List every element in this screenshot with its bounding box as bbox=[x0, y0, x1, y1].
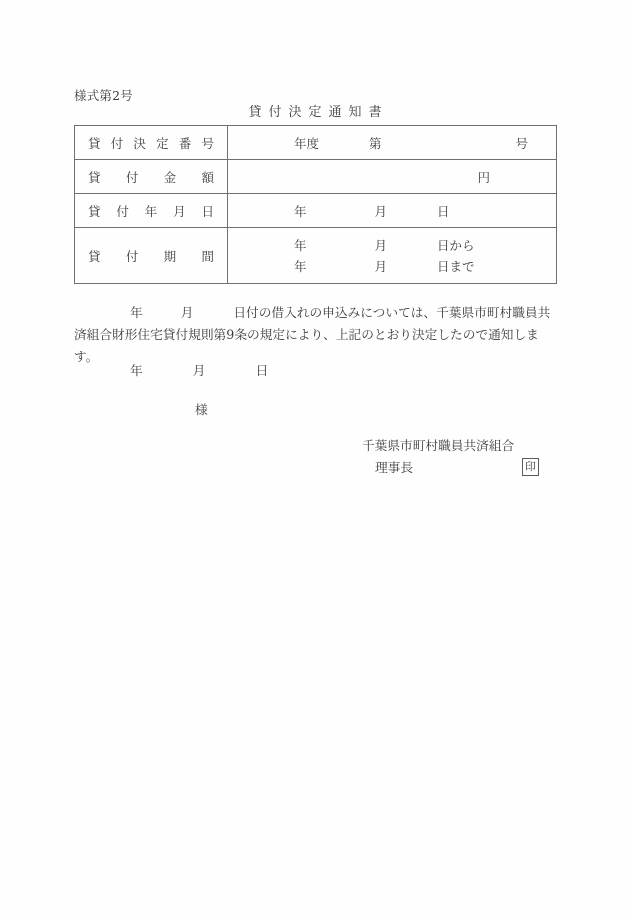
document-title: 貸付決定通知書 bbox=[248, 105, 389, 120]
table-row-loan-number bbox=[75, 126, 557, 160]
label-char: 定 bbox=[156, 135, 169, 151]
issue-date-line bbox=[130, 360, 268, 379]
period-from-month: 月 bbox=[374, 237, 387, 253]
table-row-loan-date bbox=[75, 194, 557, 228]
signature-block bbox=[362, 435, 536, 479]
label-char: 番 bbox=[178, 135, 192, 151]
value-day-marker: 日 bbox=[436, 203, 450, 219]
body-line-1: 日付の借入れの申込みについては、千葉県市町村職員共済組合財 bbox=[74, 305, 551, 342]
notice-body-paragraph bbox=[74, 302, 558, 368]
label-char: 付 bbox=[125, 248, 139, 264]
value-cell-loan-date[interactable] bbox=[228, 194, 557, 228]
value-number-suffix: 号 bbox=[515, 135, 528, 151]
currency-unit-yen: 円 bbox=[477, 169, 490, 185]
label-char: 付 bbox=[116, 203, 129, 219]
label-char: 日 bbox=[201, 203, 214, 219]
period-to-year: 年 bbox=[294, 258, 307, 274]
seal-stamp-icon: 印 bbox=[522, 458, 539, 476]
label-char: 貸 bbox=[88, 169, 101, 185]
body-date-year: 年 bbox=[130, 305, 143, 320]
form-number-label: 様式第2号 bbox=[74, 88, 133, 103]
value-cell-loan-period[interactable] bbox=[228, 228, 557, 284]
signature-organization: 千葉県市町村職員共済組合 bbox=[362, 438, 515, 453]
label-char: 間 bbox=[201, 248, 214, 264]
value-number-prefix: 第 bbox=[368, 135, 382, 151]
period-from-line bbox=[228, 235, 556, 256]
loan-decision-table bbox=[74, 125, 557, 284]
label-char: 貸 bbox=[88, 248, 101, 264]
label-char: 期 bbox=[163, 248, 177, 264]
issue-date-month: 月 bbox=[192, 363, 206, 378]
label-char: 額 bbox=[201, 169, 214, 185]
label-cell-loan-period bbox=[75, 228, 228, 284]
value-year-marker: 年 bbox=[294, 203, 307, 219]
period-to-month: 月 bbox=[374, 258, 387, 274]
label-char: 号 bbox=[201, 135, 214, 151]
label-char: 決 bbox=[133, 135, 146, 151]
period-from-year: 年 bbox=[294, 237, 307, 253]
label-char: 付 bbox=[125, 169, 139, 185]
table-row-loan-amount bbox=[75, 160, 557, 194]
period-to-line bbox=[228, 256, 556, 277]
label-cell-loan-amount bbox=[75, 160, 228, 194]
label-char: 貸 bbox=[88, 135, 101, 151]
issue-date-year: 年 bbox=[130, 363, 143, 378]
period-to-day: 日まで bbox=[436, 258, 475, 274]
label-char: 月 bbox=[173, 203, 186, 219]
period-from-day: 日から bbox=[436, 237, 475, 253]
signature-title-row bbox=[362, 457, 536, 479]
table-row-loan-period bbox=[75, 228, 557, 284]
body-date-month: 月 bbox=[180, 305, 194, 320]
body-line-2: 形住宅貸付規則第9条の規定により、上記のとおり決定したので通知します。 bbox=[74, 327, 539, 364]
value-fiscal-year-marker: 年度 bbox=[294, 135, 320, 151]
signature-title: 理事長 bbox=[375, 460, 414, 475]
label-char: 年 bbox=[144, 203, 158, 219]
value-cell-loan-amount[interactable] bbox=[228, 160, 557, 194]
label-cell-loan-date bbox=[75, 194, 228, 228]
value-cell-loan-number[interactable] bbox=[228, 126, 557, 160]
label-char: 貸 bbox=[88, 203, 101, 219]
issue-date-day: 日 bbox=[255, 363, 269, 378]
addressee-honorific: 様 bbox=[195, 402, 208, 417]
label-char: 付 bbox=[110, 135, 124, 151]
label-cell-loan-number bbox=[75, 126, 228, 160]
label-char: 金 bbox=[163, 169, 177, 185]
value-month-marker: 月 bbox=[374, 203, 387, 219]
